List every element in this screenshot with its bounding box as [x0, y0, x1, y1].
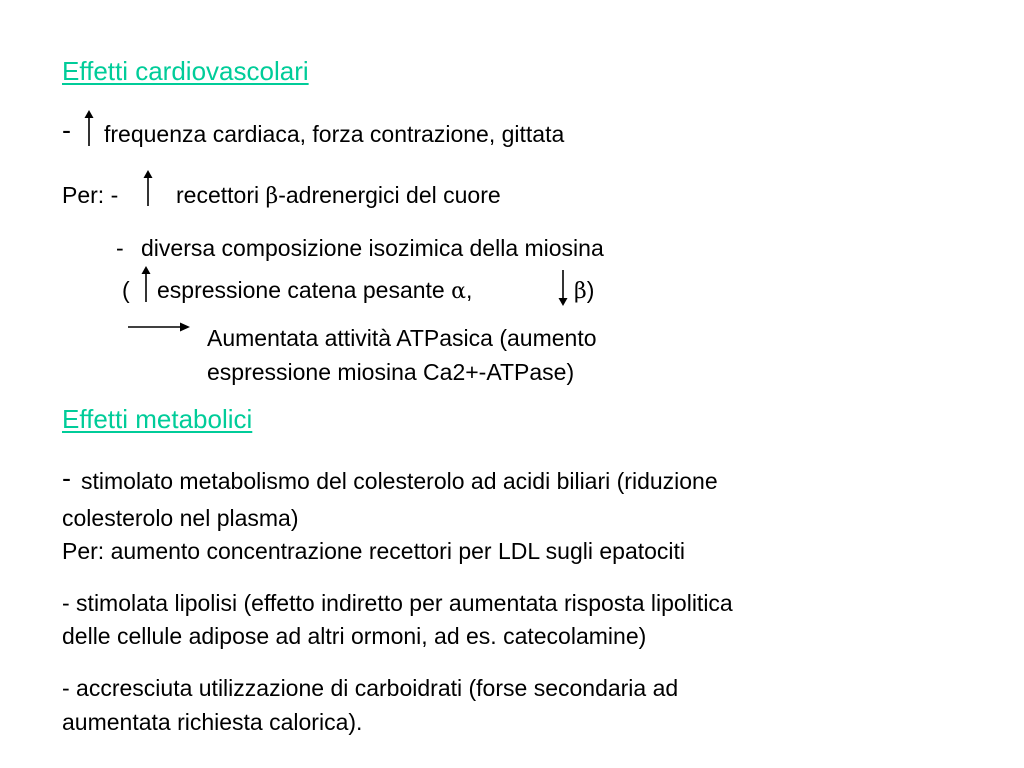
arrow-up-icon [141, 170, 155, 206]
item1-line-3: Per: aumento concentrazione recettori per LDL sugli epatociti [62, 538, 686, 564]
receptors-prefix: recettori [176, 182, 266, 208]
beta-symbol: β [265, 184, 279, 209]
isozyme-text: diversa composizione isozimica della miosina [141, 235, 604, 261]
isozyme-dash: - [116, 235, 124, 261]
expression-end [574, 276, 594, 306]
expression-text: espressione catena pesante [157, 277, 452, 303]
item1-dash: - [62, 463, 71, 493]
expr-open-paren: ( [122, 277, 130, 303]
increase-effects-text: frequenza cardiaca, forza contrazione, gittata [104, 121, 565, 147]
expr-close-paren: ) [586, 277, 595, 303]
item2-line-2: delle cellule adipose ad altri ormoni, ad es. catecolamine) [62, 623, 647, 649]
item2-line-1: - stimolata lipolisi (effetto indiretto per aumentata risposta lipolitica [62, 590, 733, 616]
item1-line-1: stimolato metabolismo del colesterolo ad acidi biliari (riduzione [81, 468, 718, 494]
receptors-line [176, 181, 501, 211]
heading-metabolic: Effetti metabolici [62, 404, 253, 434]
beta-symbol: β [574, 279, 587, 304]
receptors-suffix: -adrenergici del cuore [278, 182, 501, 208]
item3-line-2: aumentata richiesta calorica). [62, 709, 363, 735]
arrow-up-icon [82, 110, 96, 146]
result-line-2: espressione miosina Ca2+-ATPase) [207, 359, 575, 385]
item1-line-2: colesterolo nel plasma) [62, 505, 299, 531]
item3-line-1: - accresciuta utilizzazione di carboidrati (forse secondaria ad [62, 675, 679, 701]
alpha-symbol: α [451, 279, 466, 304]
result-line-1: Aumentata attività ATPasica (aumento [207, 325, 597, 351]
expression-comma: , [465, 277, 473, 303]
per-label: Per: - [62, 182, 119, 208]
expression-line [157, 276, 472, 306]
arrow-up-icon [139, 266, 153, 302]
arrow-right-icon [128, 320, 190, 334]
bullet-dash: - [62, 115, 71, 145]
arrow-down-icon [556, 270, 570, 306]
heading-cardiovascular: Effetti cardiovascolari [62, 56, 309, 86]
